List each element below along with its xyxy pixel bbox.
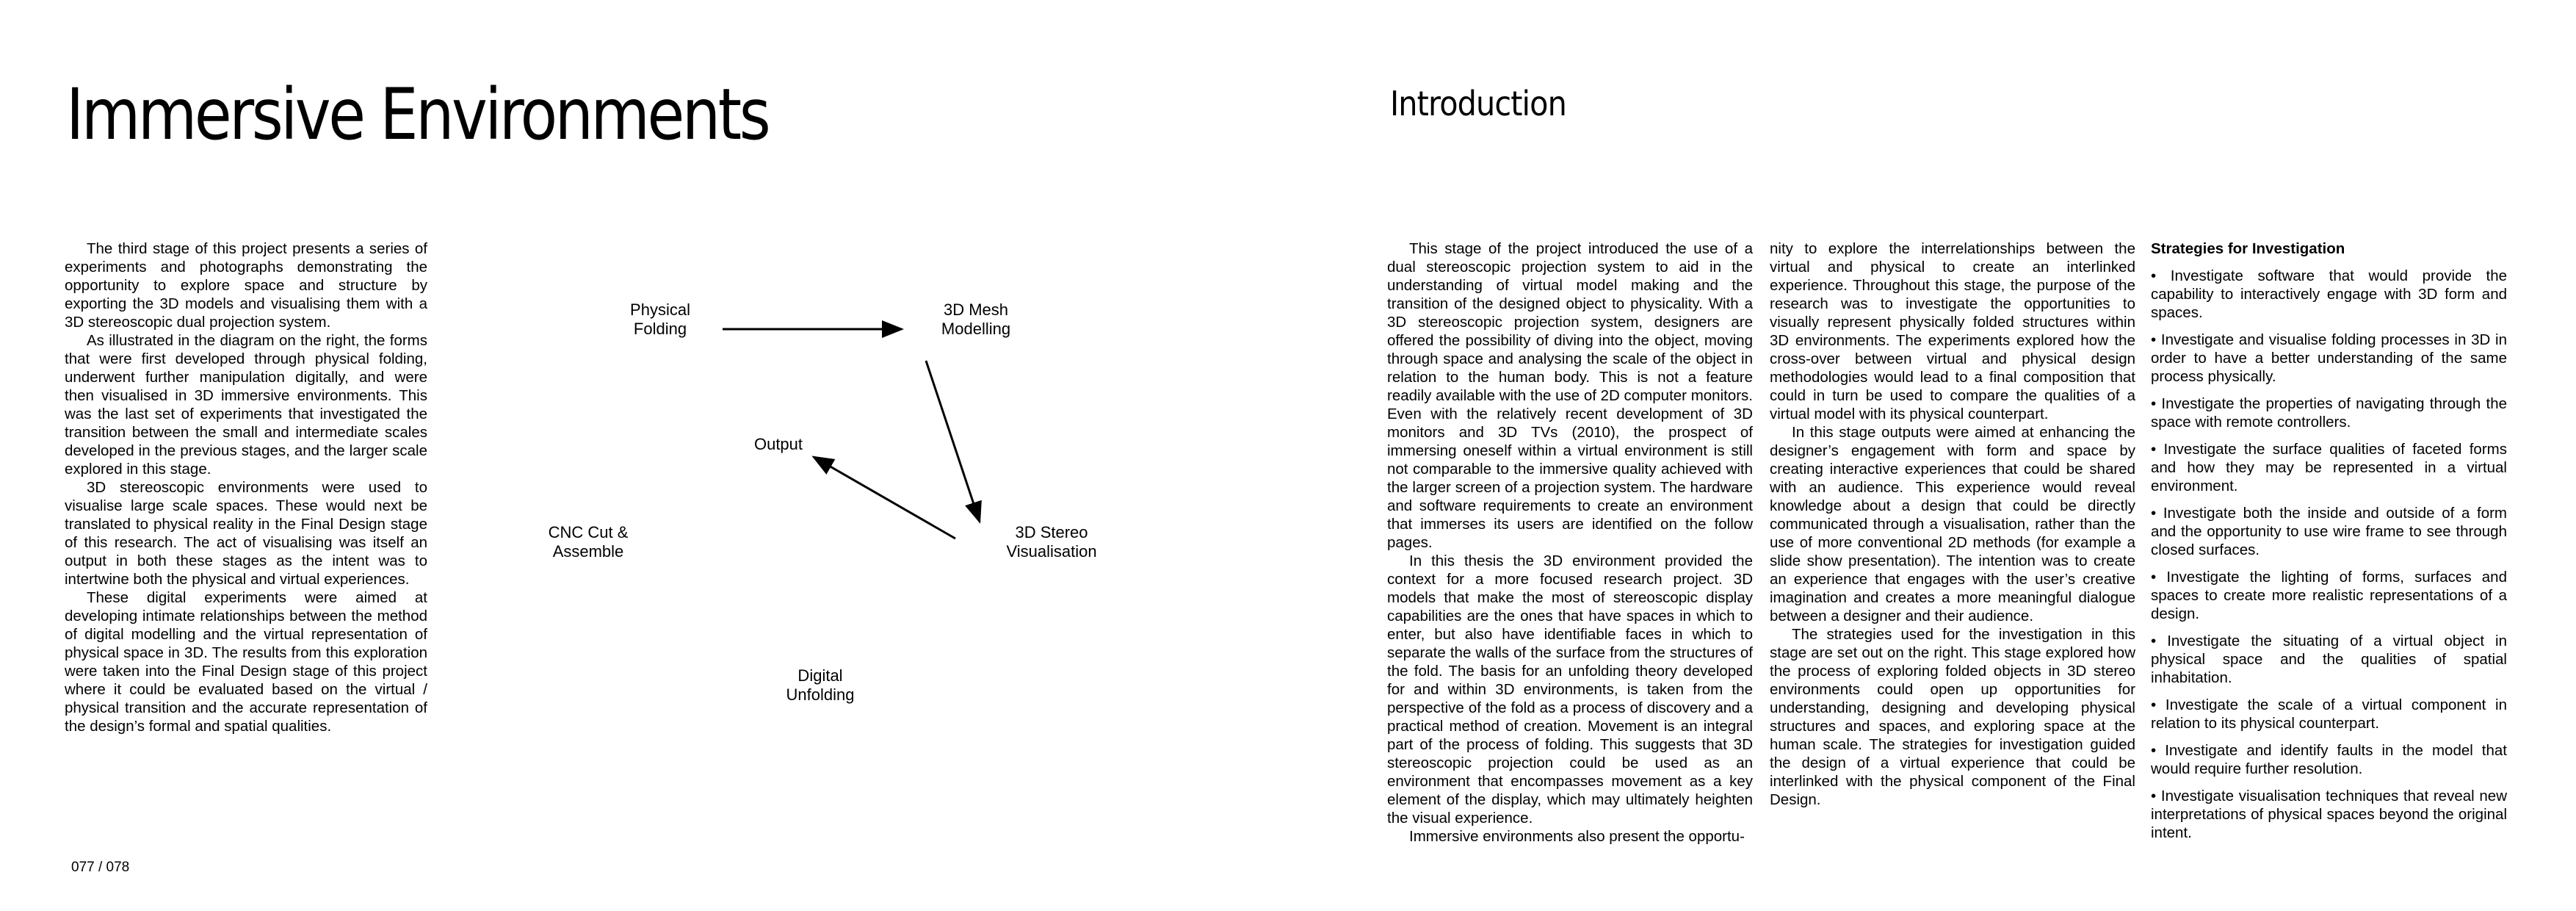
strategy-item: • Investigate software that would provide the capability to interactively engage with 3D form and spaces. [2151, 267, 2507, 322]
paragraph: In this thesis the 3D environment provided the context for a more focused research project. 3D models that make the most of stereoscopic display capabilities are the ones that have spaces in which to enter, but also have identifiable faces in which to separate the walls of the surface from the structures of the fold. The basis for an unfolding theory developed for and within 3D environments, is taken from the perspective of the fold as a process of discovery and a practical method of creation. Movement is an integral part of the process of folding. This suggests that 3D stereoscopic projection could be used as an environment that encompasses movement as a key element of the display, which may ultimately heighten the visual experience. [1387, 552, 1753, 827]
strategy-item: • Investigate the surface qualities of faceted forms and how they may be represented in a virtual environment. [2151, 440, 2507, 495]
page-number: 077 / 078 [71, 860, 130, 875]
arrow-stereo-to-output [814, 457, 955, 539]
strategy-item: • Investigate the lighting of forms, surfaces and spaces to create more realistic representations of a design. [2151, 568, 2507, 623]
strategy-item: • Investigate the scale of a virtual component in relation to its physical counterpart. [2151, 696, 2507, 732]
paragraph: This stage of the project introduced the use of a dual stereoscopic projection system to aid in the understanding of virtual model making and the transition of the designed object to physicality. With a 3D stereoscopic projection system, designers are offered the possibility of diving into the object, moving through space and analysing the scale of the object in relation to the human body. This is not a feature readily available with the use of 2D computer monitors. Even with the relatively recent development of 3D monitors and 3D TVs (2010), the prospect of immersing oneself within a virtual environment is still not comparable to the immersive quality achieved with the larger screen of a projection system. The hardware and software requirements to create an environment that immerses its users are identified on the follow pages. [1387, 240, 1753, 551]
introduction-column-1 [1387, 240, 1753, 846]
node-cnc-cut-assemble: CNC Cut & Assemble [548, 523, 629, 561]
paragraph: In this stage outputs were aimed at enhancing the designer’s engagement with form and space by creating interactive experiences that could be shared with an audience. This experience would reveal knowledge about a design that could be directly communicated through a visualisation, rather than the use of more conventional 2D methods (for example a slide show presentation). The intention was to create an experience that engages with the user’s creative imagination and creates a more meaningful dialogue between a designer and their audience. [1770, 424, 2135, 624]
paragraph: The third stage of this project presents a series of experiments and photographs demonstrating the opportunity to explore space and structure by exporting the 3D models and visualising them with a 3D stereoscopic dual projection system. [65, 240, 427, 331]
strategy-item: • Investigate and visualise folding processes in 3D in order to have a better understanding of the same process physically. [2151, 331, 2507, 386]
node-3d-stereo-visualisation: 3D Stereo Visualisation [1006, 523, 1097, 561]
paragraph: nity to explore the interrelationships between the virtual and physical to create an interlinked experience. Throughout this stage, the purpose of the research was to investigate the opportunities to visually represent physically folded structures within 3D environments. The experiments explored how the cross-over between virtual and physical design methodologies would lead to a final composition that could in turn be used to compare the qualities of a virtual model with its physical counterpart. [1770, 240, 2135, 422]
node-physical-folding: Physical Folding [630, 300, 690, 338]
paragraph: As illustrated in the diagram on the right, the forms that were first developed through physical folding, underwent further manipulation digitally, and were then visualised in 3D immersive environments. This was the last set of experiments that investigated the transition between the small and intermediate scales developed in the previous stages, and the larger scale explored in this stage. [65, 332, 427, 478]
strategy-item: • Investigate visualisation techniques that reveal new interpretations of physical spaces beyond the original intent. [2151, 787, 2507, 842]
strategies-column [2151, 240, 2507, 851]
paragraph: The strategies used for the investigation in this stage are set out on the right. This stage explored how the process of exploring folded objects in 3D stereo environments could open up opportunities for understanding, designing and developing physical structures and spaces, and exploring space at the human scale. The strategies for investigation guided the design of a virtual experience that could be interlinked with the physical component of the Final Design. [1770, 626, 2135, 808]
strategy-item: • Investigate the situating of a virtual object in physical space and the qualities of spatial inhabitation. [2151, 632, 2507, 687]
node-3d-mesh-modelling: 3D Mesh Modelling [941, 300, 1011, 338]
strategy-item: • Investigate both the inside and outside of a form and the opportunity to use wire frame to see through closed surfaces. [2151, 504, 2507, 559]
intro-text-column [65, 240, 427, 735]
strategy-item: • Investigate and identify faults in the model that would require further resolution. [2151, 741, 2507, 778]
arrow-mesh-to-stereo [926, 361, 980, 522]
section-title-introduction: Introduction [1390, 84, 1566, 123]
node-digital-unfolding: Digital Unfolding [786, 666, 855, 704]
introduction-column-2 [1770, 240, 2135, 809]
node-output: Output [753, 435, 803, 453]
strategy-item: • Investigate the properties of navigating through the space with remote controllers. [2151, 395, 2507, 431]
paragraph: 3D stereoscopic environments were used to visualise large scale spaces. These would next be translated to physical reality in the Final Design stage of this research. The act of visualising was itself an output in both these stages as the intent was to intertwine both the physical and virtual experiences. [65, 479, 427, 588]
strategies-heading: Strategies for Investigation [2151, 240, 2345, 257]
strategies-list [2151, 267, 2507, 842]
page-title-immersive-environments: Immersive Environments [66, 73, 769, 156]
paragraph: Immersive environments also present the opportu- [1409, 828, 1745, 845]
paragraph: These digital experiments were aimed at developing intimate relationships between the method of digital modelling and the virtual representation of physical space in 3D. The results from this exploration were taken into the Final Design stage of this project where it could be evaluated based on the virtual / physical transition and the accurate representation of the design’s formal and spatial qualities. [65, 589, 427, 735]
